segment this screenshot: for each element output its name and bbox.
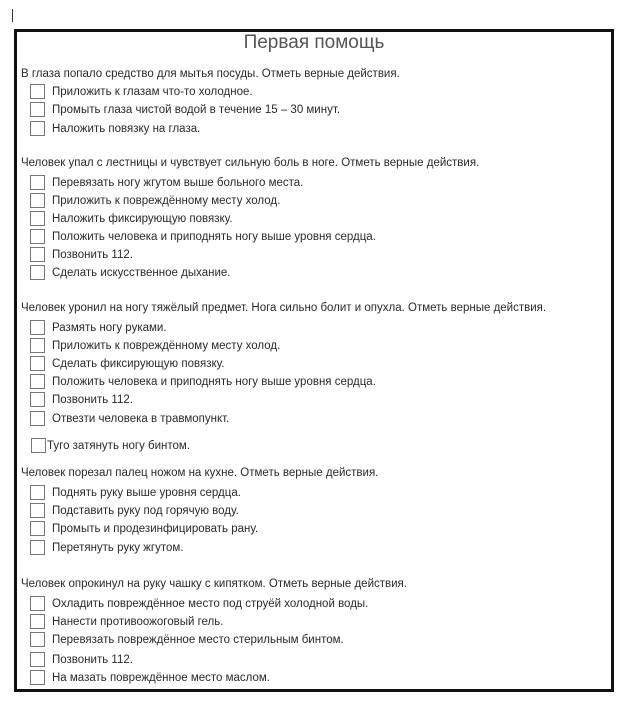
option-label: Сделать искусственное дыхание. — [52, 266, 231, 279]
option-label: Туго затянуть ногу бинтом. — [47, 439, 191, 452]
question-2-option-2[interactable] — [30, 192, 280, 209]
worksheet — [14, 29, 614, 692]
option-label: Положить человека и приподнять ногу выше уровня сердца. — [52, 375, 376, 388]
checkbox[interactable] — [30, 521, 45, 536]
question-3-option-2[interactable] — [30, 337, 280, 354]
checkbox[interactable] — [30, 374, 45, 389]
checkbox[interactable] — [30, 652, 45, 667]
option-label: Наложить фиксирующую повязку. — [52, 212, 233, 225]
question-3-option-3[interactable] — [30, 355, 224, 372]
question-3-text: Человек уронил на ногу тяжёлый предмет. Нога сильно болит и опухла. Отметь верные действия. — [21, 302, 547, 314]
checkbox[interactable] — [30, 596, 45, 611]
question-4-option-3[interactable] — [30, 520, 258, 537]
option-label: Промыть глаза чистой водой в течение 15 – 30 минут. — [52, 103, 341, 116]
checkbox[interactable] — [30, 485, 45, 500]
option-label: Поднять руку выше уровня сердца. — [52, 486, 241, 499]
question-2-option-3[interactable] — [30, 210, 232, 227]
option-label: Позвонить 112. — [52, 248, 133, 261]
question-5-option-1[interactable] — [30, 595, 368, 612]
option-label: Позвонить 112. — [52, 653, 133, 666]
checkbox[interactable] — [30, 338, 45, 353]
option-label: Положить человека и приподнять ногу выше уровня сердца. — [52, 230, 376, 243]
checkbox[interactable] — [30, 247, 45, 262]
checkbox[interactable] — [30, 632, 45, 647]
checkbox[interactable] — [30, 320, 45, 335]
question-5-option-3[interactable] — [30, 631, 344, 648]
question-1-option-1[interactable] — [30, 83, 253, 100]
question-3-option-4[interactable] — [30, 373, 376, 390]
question-1-text: В глаза попало средство для мытья посуды. Отметь верные действия. — [21, 68, 400, 80]
question-2-option-6[interactable] — [30, 264, 230, 281]
checkbox[interactable] — [30, 392, 45, 407]
checkbox[interactable] — [30, 175, 45, 190]
question-3-option-1[interactable] — [30, 319, 167, 336]
option-label: Сделать фиксирующую повязку. — [52, 357, 225, 370]
option-label: Приложить к повреждённому месту холод. — [52, 339, 281, 352]
text-cursor — [12, 9, 13, 22]
checkbox[interactable] — [30, 211, 45, 226]
question-4-option-4[interactable] — [30, 539, 184, 556]
checkbox[interactable] — [30, 121, 45, 136]
option-label: На мазать повреждённое место маслом. — [52, 671, 270, 684]
option-label: Размять ногу руками. — [52, 321, 167, 334]
question-2-option-4[interactable] — [30, 228, 376, 245]
question-1-option-2[interactable] — [30, 101, 340, 118]
question-3-option-6[interactable] — [30, 410, 229, 427]
question-2-option-5[interactable] — [30, 246, 133, 263]
option-label: Перевязать ногу жгутом выше больного места. — [52, 176, 304, 189]
option-label: Отвезти человека в травмопункт. — [52, 412, 230, 425]
question-3-option-5[interactable] — [30, 391, 133, 408]
option-label: Приложить к повреждённому месту холод. — [52, 194, 281, 207]
option-label: Подставить руку под горячую воду. — [52, 504, 239, 517]
checkbox[interactable] — [30, 670, 45, 685]
option-label: Перетянуть руку жгутом. — [52, 541, 184, 554]
checkbox[interactable] — [30, 102, 45, 117]
question-4-text: Человек порезал палец ножом на кухне. Отметь верные действия. — [21, 467, 379, 479]
option-label: Промыть и продезинфицировать рану. — [52, 522, 259, 535]
option-label: Перевязать повреждённое место стерильным бинтом. — [52, 633, 344, 646]
page-title: Первая помощь — [243, 32, 385, 53]
option-label: Приложить к глазам что-то холодное. — [52, 85, 253, 98]
question-5-option-2[interactable] — [30, 613, 223, 630]
option-label: Наложить повязку на глаза. — [52, 122, 201, 135]
checkbox[interactable] — [30, 193, 45, 208]
checkbox[interactable] — [30, 503, 45, 518]
checkbox[interactable] — [30, 84, 45, 99]
question-1-option-3[interactable] — [30, 120, 200, 137]
question-5-option-4[interactable] — [30, 651, 133, 668]
checkbox[interactable] — [31, 438, 46, 453]
checkbox[interactable] — [30, 265, 45, 280]
checkbox[interactable] — [30, 614, 45, 629]
question-5-option-5[interactable] — [30, 669, 270, 686]
question-2-text: Человек упал с лестницы и чувствует сильную боль в ноге. Отметь верные действия. — [21, 157, 480, 169]
checkbox[interactable] — [30, 356, 45, 371]
option-label: Позвонить 112. — [52, 393, 133, 406]
option-label: Охладить повреждённое место под струёй холодной воды. — [52, 597, 369, 610]
checkbox[interactable] — [30, 411, 45, 426]
question-3-option-7[interactable] — [31, 437, 190, 454]
question-4-option-1[interactable] — [30, 484, 241, 501]
question-5-text: Человек опрокинул на руку чашку с кипятком. Отметь верные действия. — [21, 578, 407, 590]
option-label: Нанести противоожоговый гель. — [52, 615, 224, 628]
checkbox[interactable] — [30, 229, 45, 244]
question-4-option-2[interactable] — [30, 502, 239, 519]
question-2-option-1[interactable] — [30, 174, 303, 191]
checkbox[interactable] — [30, 540, 45, 555]
